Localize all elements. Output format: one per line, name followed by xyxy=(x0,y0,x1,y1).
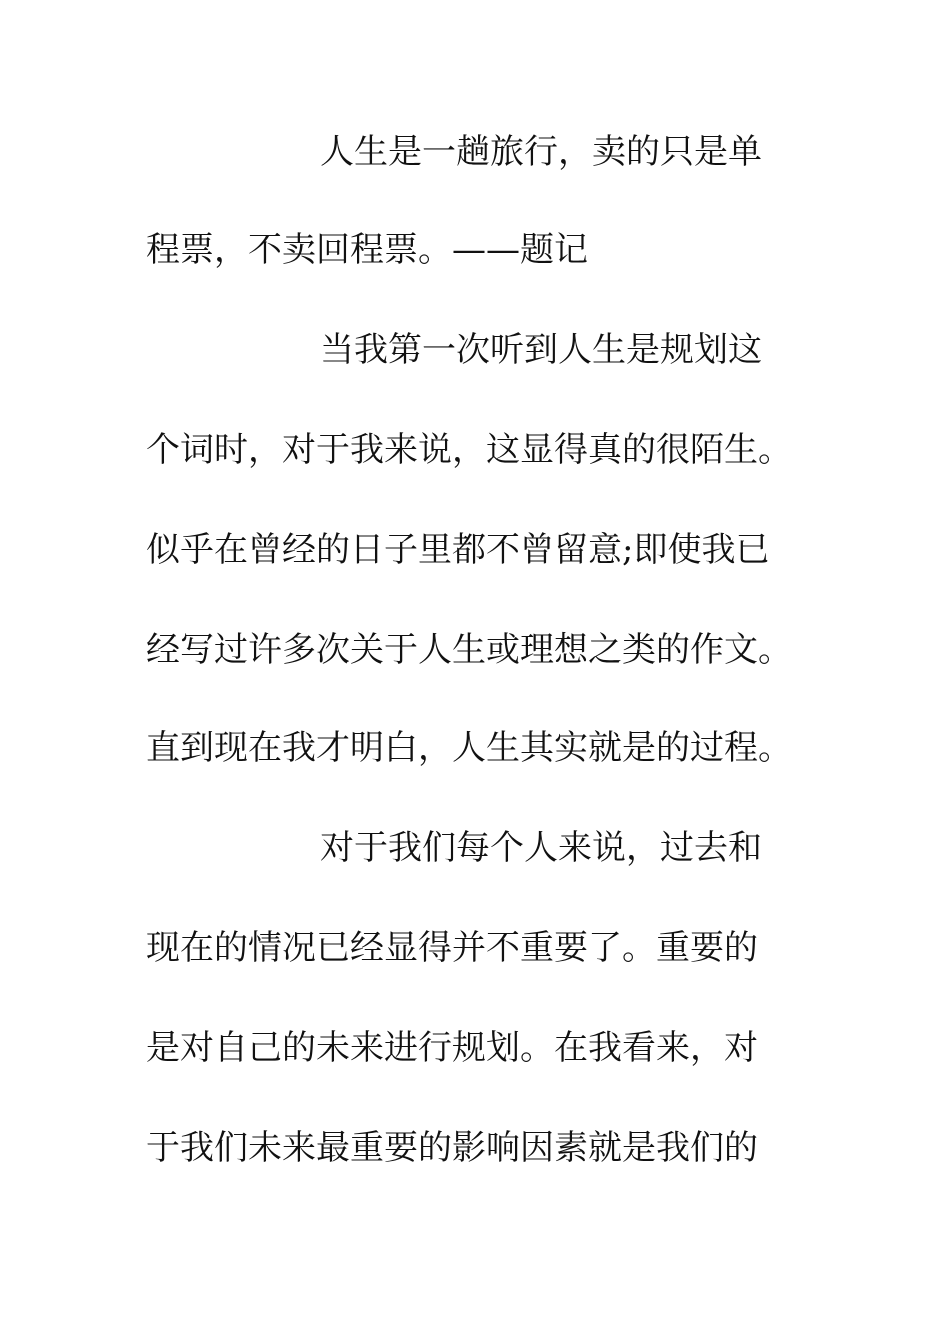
text-line: 对于我们每个人来说，过去和 xyxy=(320,828,762,868)
text-line: 经写过许多次关于人生或理想之类的作文。 xyxy=(146,630,792,670)
text-line: 是对自己的未来进行规划。在我看来，对 xyxy=(146,1028,758,1068)
text-line: 于我们未来最重要的影响因素就是我们的 xyxy=(146,1128,758,1168)
text-line: 直到现在我才明白，人生其实就是的过程。 xyxy=(146,728,792,768)
text-line: 现在的情况已经显得并不重要了。重要的 xyxy=(146,928,758,968)
text-line: 个词时，对于我来说，这显得真的很陌生。 xyxy=(146,430,792,470)
text-line: 似乎在曾经的日子里都不曾留意;即使我已 xyxy=(146,530,770,570)
text-line: 当我第一次听到人生是规划这 xyxy=(320,330,762,370)
text-line: 人生是一趟旅行，卖的只是单 xyxy=(320,132,762,172)
text-line: 程票，不卖回程票。——题记 xyxy=(146,230,588,270)
